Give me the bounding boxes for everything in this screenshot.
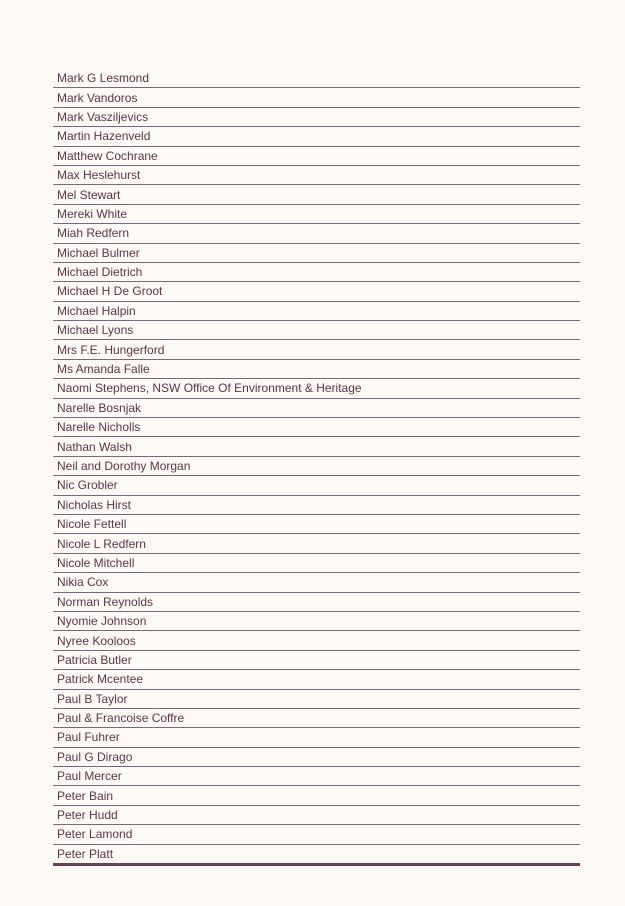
name-row: Nicole L Redfern bbox=[53, 534, 580, 553]
name-row: Nikia Cox bbox=[53, 573, 580, 592]
name-row: Patricia Butler bbox=[53, 651, 580, 670]
name-row: Paul B Taylor bbox=[53, 690, 580, 709]
name-row: Paul Fuhrer bbox=[53, 728, 580, 747]
name-row: Nyree Koolоos bbox=[53, 631, 580, 650]
name-row: Mark Vandoros bbox=[53, 88, 580, 107]
name-row: Martin Hazenveld bbox=[53, 127, 580, 146]
name-row: Michael Dietrich bbox=[53, 263, 580, 282]
submitter-name-list bbox=[53, 69, 580, 866]
name-row: Miah Redfern bbox=[53, 224, 580, 243]
name-row: Ms Amanda Falle bbox=[53, 360, 580, 379]
name-row: Peter Hudd bbox=[53, 806, 580, 825]
name-row: Mrs F.E. Hungerford bbox=[53, 340, 580, 359]
name-row: Narelle Bosnjak bbox=[53, 399, 580, 418]
name-row: Mark Vasziljevics bbox=[53, 108, 580, 127]
name-row: Narelle Nicholls bbox=[53, 418, 580, 437]
name-row: Nathan Walsh bbox=[53, 437, 580, 456]
name-row: Neil and Dorothy Morgan bbox=[53, 457, 580, 476]
name-row: Patrick Mcentee bbox=[53, 670, 580, 689]
name-row: Mereki White bbox=[53, 205, 580, 224]
name-row: Norman Reynolds bbox=[53, 593, 580, 612]
name-row: Peter Lamond bbox=[53, 825, 580, 844]
name-row: Nicole Fettell bbox=[53, 515, 580, 534]
name-row: Mel Stewart bbox=[53, 185, 580, 204]
name-row: Nicholas Hirst bbox=[53, 496, 580, 515]
name-row: Naomi Stephens, NSW Office Of Environment & Heritage bbox=[53, 379, 580, 398]
name-row: Nyomie Johnson bbox=[53, 612, 580, 631]
name-row: Nicole Mitchell bbox=[53, 554, 580, 573]
name-row: Matthew Cochrane bbox=[53, 147, 580, 166]
name-row: Max Heslehurst bbox=[53, 166, 580, 185]
name-row: Michael H De Groot bbox=[53, 282, 580, 301]
name-row: Michael Lyons bbox=[53, 321, 580, 340]
name-row: Paul & Francoise Coffre bbox=[53, 709, 580, 728]
name-row: Paul G Dirago bbox=[53, 748, 580, 767]
name-row: Michael Halpin bbox=[53, 302, 580, 321]
name-row: Peter Platt bbox=[53, 845, 580, 866]
name-row: Paul Mercer bbox=[53, 767, 580, 786]
name-row: Peter Bain bbox=[53, 786, 580, 805]
name-row: Mark G Lesmond bbox=[53, 69, 580, 88]
name-row: Michael Bulmer bbox=[53, 244, 580, 263]
name-row: Nic Grobler bbox=[53, 476, 580, 495]
